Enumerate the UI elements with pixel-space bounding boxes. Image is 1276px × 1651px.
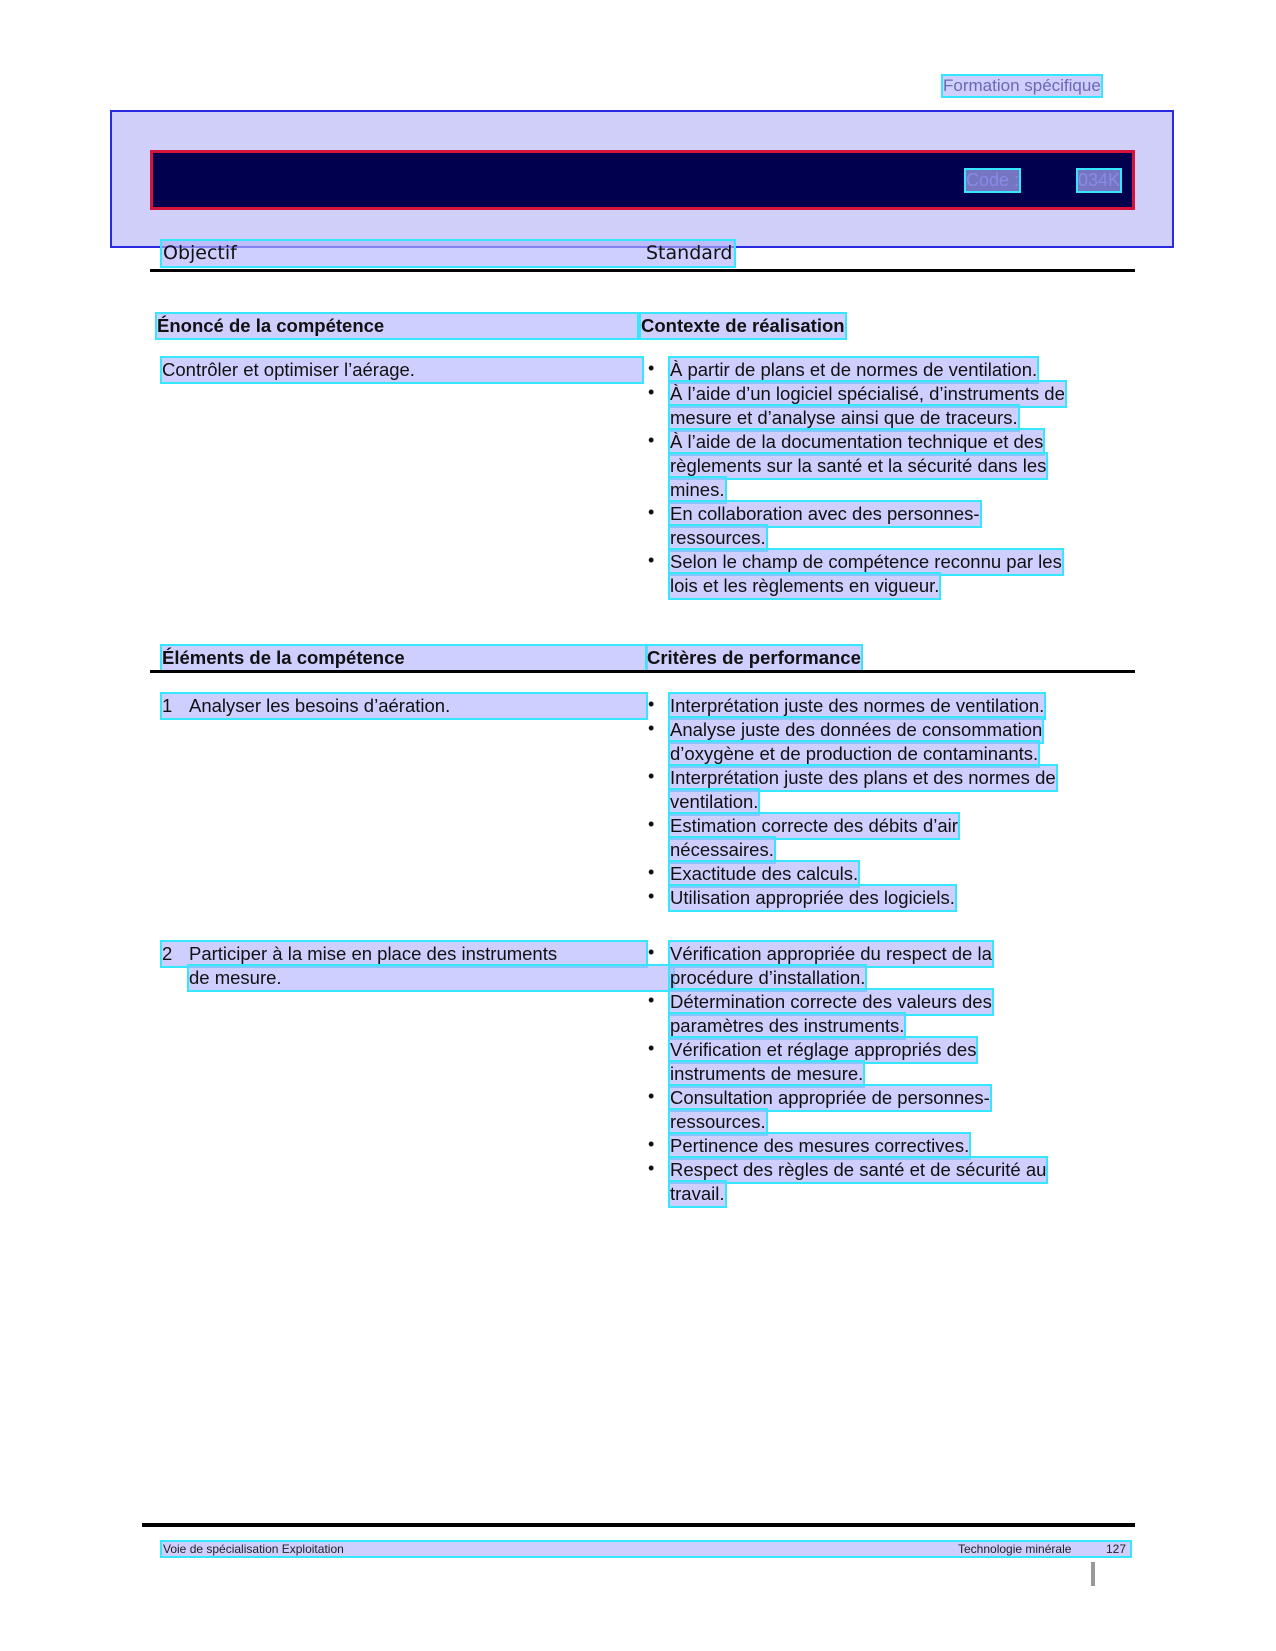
criteria-item-line: Analyse juste des données de consommation: [670, 719, 1043, 740]
column-right-heading: Standard: [646, 242, 733, 264]
criteria-item-line: ressources.: [670, 1111, 766, 1132]
context-item-line: mines.: [670, 479, 725, 500]
criteria-item-line: Interprétation juste des normes de ventilation.: [670, 695, 1045, 716]
footer-right: Technologie minérale: [958, 1542, 1072, 1556]
criteria-heading: Critères de performance: [647, 647, 861, 668]
page-number: 127: [1106, 1542, 1127, 1556]
context-heading: Contexte de réalisation: [641, 315, 845, 336]
footer-rule: [142, 1523, 1135, 1527]
criteria-item-line: Pertinence des mesures correctives.: [670, 1135, 970, 1156]
context-item-line: À l’aide d’un logiciel spécialisé, d’instruments de: [670, 383, 1065, 404]
criteria-item-line: Détermination correcte des valeurs des: [670, 991, 992, 1012]
code-value: 034K: [1078, 170, 1121, 190]
criteria-item: [670, 862, 1110, 886]
context-item: [670, 382, 1110, 430]
context-item: [670, 358, 1110, 382]
column-left-heading: Objectif: [163, 242, 237, 264]
elements-heading: Éléments de la compétence: [162, 646, 646, 670]
element-number: 1: [162, 695, 173, 716]
criteria-item: [670, 1158, 1110, 1206]
criteria-item: [670, 694, 1110, 718]
context-item-line: Selon le champ de compétence reconnu par les: [670, 551, 1062, 572]
criteria-item-line: travail.: [670, 1183, 725, 1204]
competence-heading: Énoncé de la compétence: [157, 314, 637, 338]
context-item: [670, 502, 1110, 550]
criteria-item-line: nécessaires.: [670, 839, 774, 860]
criteria-item-line: Exactitude des calculs.: [670, 863, 859, 884]
top-rule: [150, 269, 1135, 272]
criteria-item: [670, 766, 1110, 814]
footer-left: Voie de spécialisation Exploitation: [163, 1542, 344, 1556]
context-item: [670, 550, 1110, 598]
element-text: de mesure.: [189, 967, 282, 988]
criteria-item: [670, 1086, 1110, 1134]
criteria-item-line: Vérification appropriée du respect de la: [670, 943, 992, 964]
criteria-item-line: ventilation.: [670, 791, 759, 812]
element-number: 2: [162, 943, 173, 964]
section-label: Formation spécifique: [943, 76, 1101, 95]
context-item-line: ressources.: [670, 527, 766, 548]
context-item: [670, 430, 1110, 502]
criteria-item-line: Estimation correcte des débits d’air: [670, 815, 958, 836]
criteria-item-line: Interprétation juste des plans et des normes de: [670, 767, 1056, 788]
criteria-item: [670, 942, 1110, 990]
page-marker: [1091, 1562, 1095, 1586]
criteria-item: [670, 886, 1110, 910]
competence-text: Contrôler et optimiser l’aérage.: [162, 358, 642, 382]
criteria-item-line: paramètres des instruments.: [670, 1015, 905, 1036]
element-text: Participer à la mise en place des instruments: [189, 943, 558, 964]
context-item-line: lois et les règlements en vigueur.: [670, 575, 940, 596]
element-text: Analyser les besoins d’aération.: [189, 695, 451, 716]
criteria-item-line: Respect des règles de santé et de sécurité au: [670, 1159, 1047, 1180]
criteria-item: [670, 990, 1110, 1038]
criteria-item: [670, 814, 1110, 862]
criteria-list-1: [670, 694, 1110, 910]
criteria-item-line: procédure d’installation.: [670, 967, 866, 988]
context-item-line: À partir de plans et de normes de ventilation.: [670, 359, 1038, 380]
code-label: Code :: [966, 170, 1020, 190]
context-list: [670, 358, 1110, 598]
criteria-list-2: [670, 942, 1110, 1206]
criteria-item: [670, 1134, 1110, 1158]
context-item-line: À l’aide de la documentation technique et des: [670, 431, 1044, 452]
context-item-line: mesure et d’analyse ainsi que de traceurs.: [670, 407, 1018, 428]
criteria-item-line: d’oxygène et de production de contaminants.: [670, 743, 1039, 764]
elements-rule: [150, 670, 1135, 673]
criteria-item: [670, 718, 1110, 766]
criteria-item-line: Consultation appropriée de personnes-: [670, 1087, 990, 1108]
criteria-item-line: Vérification et réglage appropriés des: [670, 1039, 977, 1060]
context-item-line: règlements sur la santé et la sécurité dans les: [670, 455, 1047, 476]
criteria-item: [670, 1038, 1110, 1086]
criteria-item-line: Utilisation appropriée des logiciels.: [670, 887, 955, 908]
criteria-item-line: instruments de mesure.: [670, 1063, 864, 1084]
context-item-line: En collaboration avec des personnes-: [670, 503, 980, 524]
